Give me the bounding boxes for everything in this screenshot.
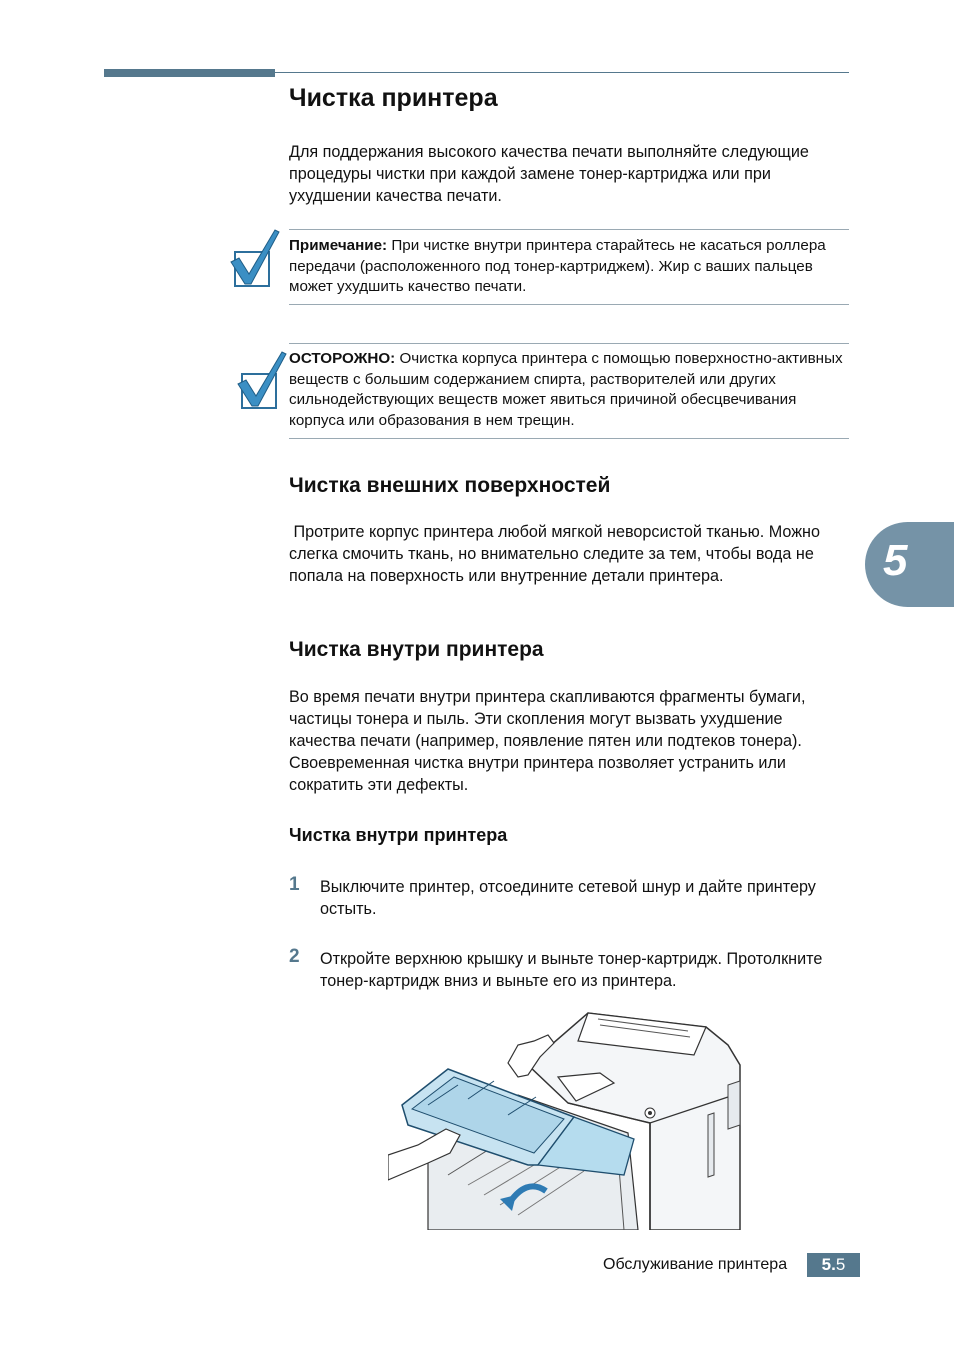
- checkmark-icon: [236, 348, 288, 412]
- exterior-paragraph: Протрите корпус принтера любой мягкой неворсистой тканью. Можно слегка смочить ткань, но внимательно следите за тем, чтобы вода не попала на поверхность или внутренние детали принтера.: [289, 523, 825, 585]
- intro-paragraph: Для поддержания высокого качества печати выполняйте следующие процедуры чистки при каждой замене тонер-картриджа или при ухудшении качества печати.: [289, 143, 809, 205]
- note-top-rule: [289, 229, 849, 230]
- exterior-heading: Чистка внешних поверхностей: [289, 474, 611, 497]
- note-text: При чистке внутри принтера старайтесь не касаться роллера передачи (расположенного под тонер-картриджем). Жир с ваших пальцев может ухудшить качество печати.: [289, 237, 826, 295]
- interior-subheading: Чистка внутри принтера: [289, 825, 508, 845]
- header-rule: [275, 72, 849, 73]
- page-number-box: [807, 1253, 860, 1277]
- note-label: Примечание:: [289, 237, 388, 254]
- checkmark-icon: [229, 226, 281, 290]
- page-chapter: 5.: [821, 1255, 836, 1274]
- interior-paragraph: Во время печати внутри принтера скапливаются фрагменты бумаги, частицы тонера и пыль. Эти скопления могут вызвать ухудшение качества печати (например, появление пятен или подтеков тонера). Своевременная чистка внутри принтера позволяет устранить или сократить эти дефекты.: [289, 688, 806, 794]
- caution-bottom-rule: [289, 438, 849, 439]
- caution-text: Очистка корпуса принтера с помощью поверхностно-активных веществ с большим содержанием спирта, растворителей или других сильнодействующих веществ может явиться причиной обесцвечивания корпуса или образования в нем трещин.: [289, 350, 843, 429]
- chapter-tab-number: 5: [883, 536, 908, 585]
- step-number: 2: [289, 946, 300, 967]
- caution-top-rule: [289, 343, 849, 344]
- page-title: Чистка принтера: [289, 84, 498, 112]
- note-paragraph: [289, 236, 849, 298]
- step-text: Откройте верхнюю крышку и выньте тонер-картридж. Протолкните тонер-картридж вниз и выньте его из принтера.: [320, 950, 823, 990]
- page-number: 5: [835, 1255, 846, 1274]
- step-text: Выключите принтер, отсоедините сетевой шнур и дайте принтеру остыть.: [320, 878, 816, 918]
- chapter-tab: [865, 522, 954, 607]
- header-accent-bar: [104, 69, 275, 77]
- caution-label: ОСТОРОЖНО:: [289, 350, 396, 367]
- note-bottom-rule: [289, 304, 849, 305]
- caution-paragraph: [289, 349, 849, 431]
- footer-title: Обслуживание принтера: [603, 1256, 788, 1273]
- printer-illustration: [388, 1005, 748, 1230]
- step-number: 1: [289, 874, 300, 895]
- interior-heading: Чистка внутри принтера: [289, 638, 544, 661]
